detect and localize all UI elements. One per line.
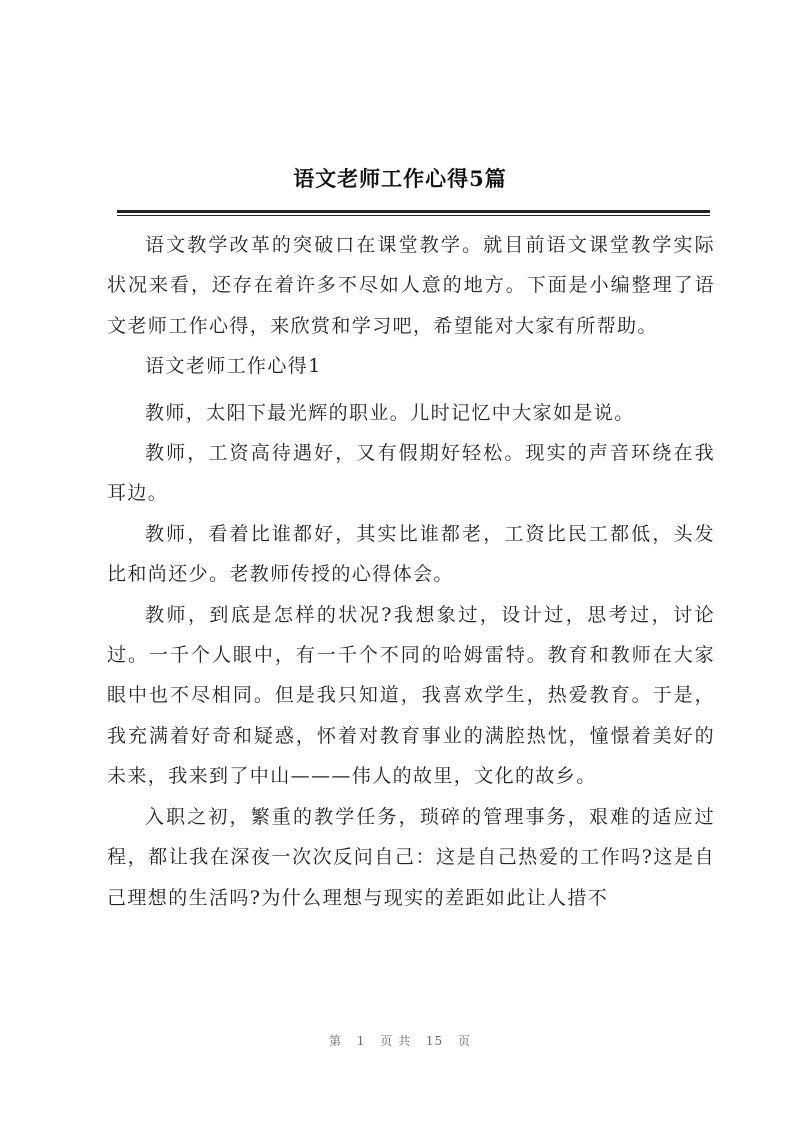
page-footer <box>0 1032 800 1049</box>
footer-label-end: 页 <box>458 1034 472 1048</box>
intro-paragraph: 语文教学改革的突破口在课堂教学。就目前语文课堂教学实际状况来看，还存在着许多不尽如人意的地方。下面是小编整理了语文老师工作心得，来欣赏和学习吧，希望能对大家有所帮助。 <box>107 234 715 337</box>
footer-label-of: 页 共 <box>380 1034 412 1048</box>
body-paragraph: 入职之初，繁重的教学任务，琐碎的管理事务，艰难的适应过程，都让我在深夜一次次反问自己：这是自己热爱的工作吗?这是自己理想的生活吗?为什么理想与现实的差距如此让人措不 <box>107 805 715 909</box>
footer-total-pages: 15 <box>425 1034 444 1048</box>
body-paragraph: 教师，工资高待遇好，又有假期好轻松。现实的声音环绕在我耳边。 <box>107 442 715 505</box>
document-title: 语文老师工作心得5篇 <box>293 166 507 191</box>
footer-current-page: 1 <box>356 1034 366 1048</box>
body-paragraph: 教师，太阳下最光辉的职业。儿时记忆中大家如是说。 <box>145 401 635 424</box>
document-body <box>107 225 715 918</box>
body-paragraph: 教师，看着比谁都好，其实比谁都老，工资比民工都低，头发比和尚还少。老教师传授的心得体会。 <box>107 522 715 586</box>
footer-label-page: 第 <box>328 1034 342 1048</box>
body-paragraph: 教师，到底是怎样的状况?我想象过，设计过，思考过，讨论过。一千个人眼中，有一千个不同的哈姆雷特。教育和教师在大家眼中也不尽相同。但是我只知道，我喜欢学生，热爱教育。于是，我充满着好奇和疑惑，怀着对教育事业的满腔热忱，憧憬着美好的未来，我来到了中山———伟人的故里，文化的故乡。 <box>107 603 715 788</box>
title-divider-thin <box>117 215 710 216</box>
title-divider-thick <box>117 210 710 213</box>
section-heading: 语文老师工作心得1 <box>145 355 322 378</box>
